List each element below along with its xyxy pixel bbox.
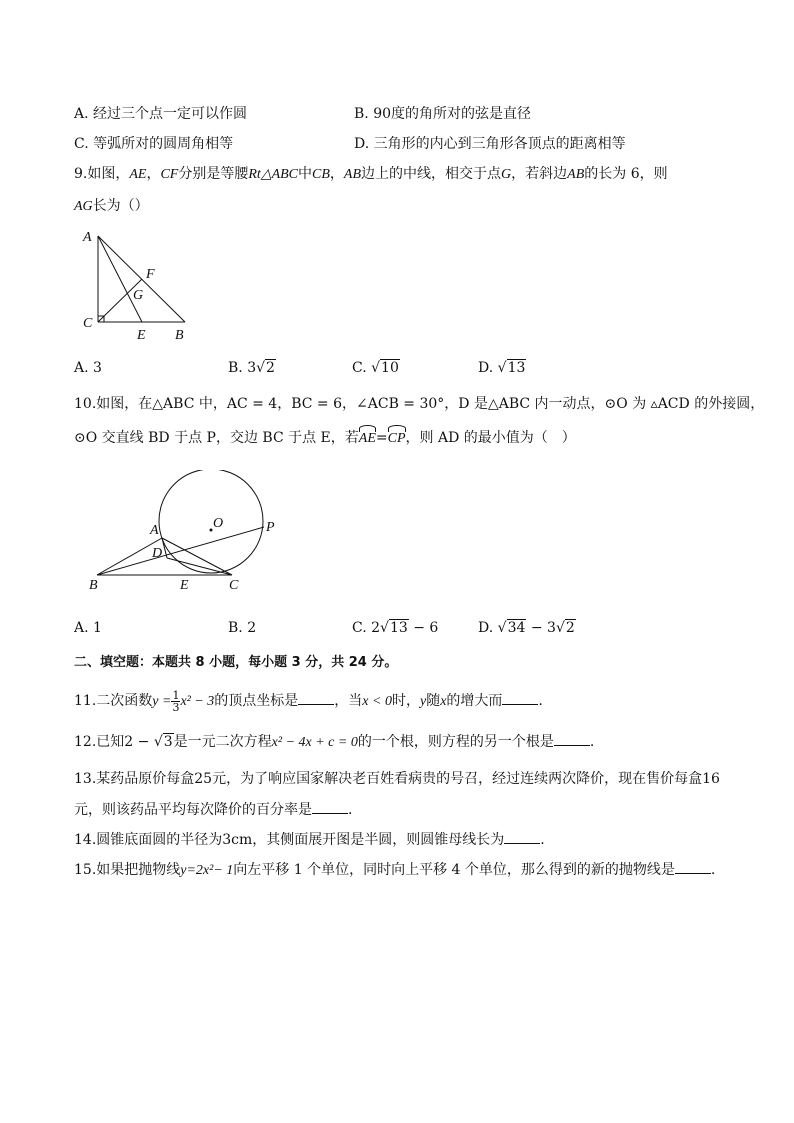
q10-label-e: E	[180, 578, 189, 593]
q9-label-e: E	[137, 328, 146, 343]
q15-blank	[675, 860, 711, 874]
q10-figure	[80, 470, 280, 594]
q12-blank	[554, 732, 590, 746]
q9-option-d: D. √13	[478, 360, 526, 376]
q11-fraction: $\frac{1}{3}$	[172, 688, 180, 714]
q9-label-g: G	[133, 288, 144, 303]
q10-label-o: O	[213, 516, 224, 531]
q8-option-b: B. 90度的角所对的弦是直径	[354, 106, 532, 122]
section-title-fill-blank: 二、填空题：本题共 8 小题，每小题 3 分，共 24 分。	[74, 655, 398, 670]
q10-label-a: A	[150, 523, 159, 538]
q9-stem-line2: AG长为（）	[74, 198, 149, 214]
q14-stem: 14.圆锥底面圆的半径为3cm，其侧面展开图是半圆，则圆锥母线长为 .	[74, 832, 545, 848]
q10-label-d: D	[152, 546, 163, 561]
q10-stem-line2: ⊙O 交直线 BD 于点 P，交边 BC 于点 E，若AE=CP，则 AD 的最小值为（ ）	[74, 428, 576, 449]
q9-option-c: C. √10	[352, 360, 399, 376]
q9-label-c: C	[83, 316, 93, 331]
q9-stem-line1: 9.如图，AE，CF分别是等腰Rt△ABC中CB，AB边上的中线，相交于点G，若斜边AB的长为 6，则	[74, 166, 668, 182]
q11-blank-2	[502, 691, 538, 705]
q9-label-f: F	[146, 267, 155, 282]
q10-label-p: P	[266, 520, 275, 535]
q9-option-b: B. 3√2	[228, 360, 275, 376]
q9-label-a: A	[83, 230, 92, 245]
q11-stem: 11.二次函数y = $\frac{1}{3}$ x² − 3的顶点坐标是 ，当x < 0时，y随x的增大而 .	[74, 688, 543, 714]
q9-figure	[70, 224, 200, 346]
q10-option-b: B. 2	[228, 620, 257, 636]
q13-stem-line2: 元，则该药品平均每次降价的百分率是 .	[74, 802, 353, 818]
q8-option-c: C. 等弧所对的圆周角相等	[74, 136, 234, 152]
q10-label-b: B	[89, 578, 98, 593]
q10-option-c: C. 2√13 − 6	[352, 620, 439, 636]
q10-stem-line1: 10.如图，在△ABC 中，AC = 4，BC = 6，∠ACB = 30°，D 是△ABC 内一动点，⊙O 为 ▵ACD 的外接圆，	[74, 396, 765, 412]
q13-blank	[312, 800, 348, 814]
q12-stem: 12.已知2 − √3是一元二次方程x² − 4x + c = 0的一个根，则方程的另一个根是 .	[74, 734, 595, 750]
q10-option-a: A. 1	[74, 620, 102, 636]
q9-label-b: B	[175, 328, 184, 343]
q10-label-c: C	[229, 578, 239, 593]
q10-option-d: D. √34 − 3√2	[478, 620, 575, 636]
q8-option-d: D. 三角形的内心到三角形各顶点的距离相等	[354, 136, 626, 152]
q8-option-a: A. 经过三个点一定可以作圆	[74, 106, 248, 122]
q13-stem-line1: 13.某药品原价每盒25元，为了响应国家解决老百姓看病贵的号召，经过连续两次降价，现在售价每盒16	[74, 771, 720, 787]
q14-blank	[504, 830, 540, 844]
q9-option-a: A. 3	[74, 360, 102, 376]
q11-blank-1	[298, 691, 334, 705]
q15-stem: 15.如果把抛物线y=2x²− 1向左平移 1 个单位，同时向上平移 4 个单位，那么得到的新的抛物线是 .	[74, 862, 716, 878]
